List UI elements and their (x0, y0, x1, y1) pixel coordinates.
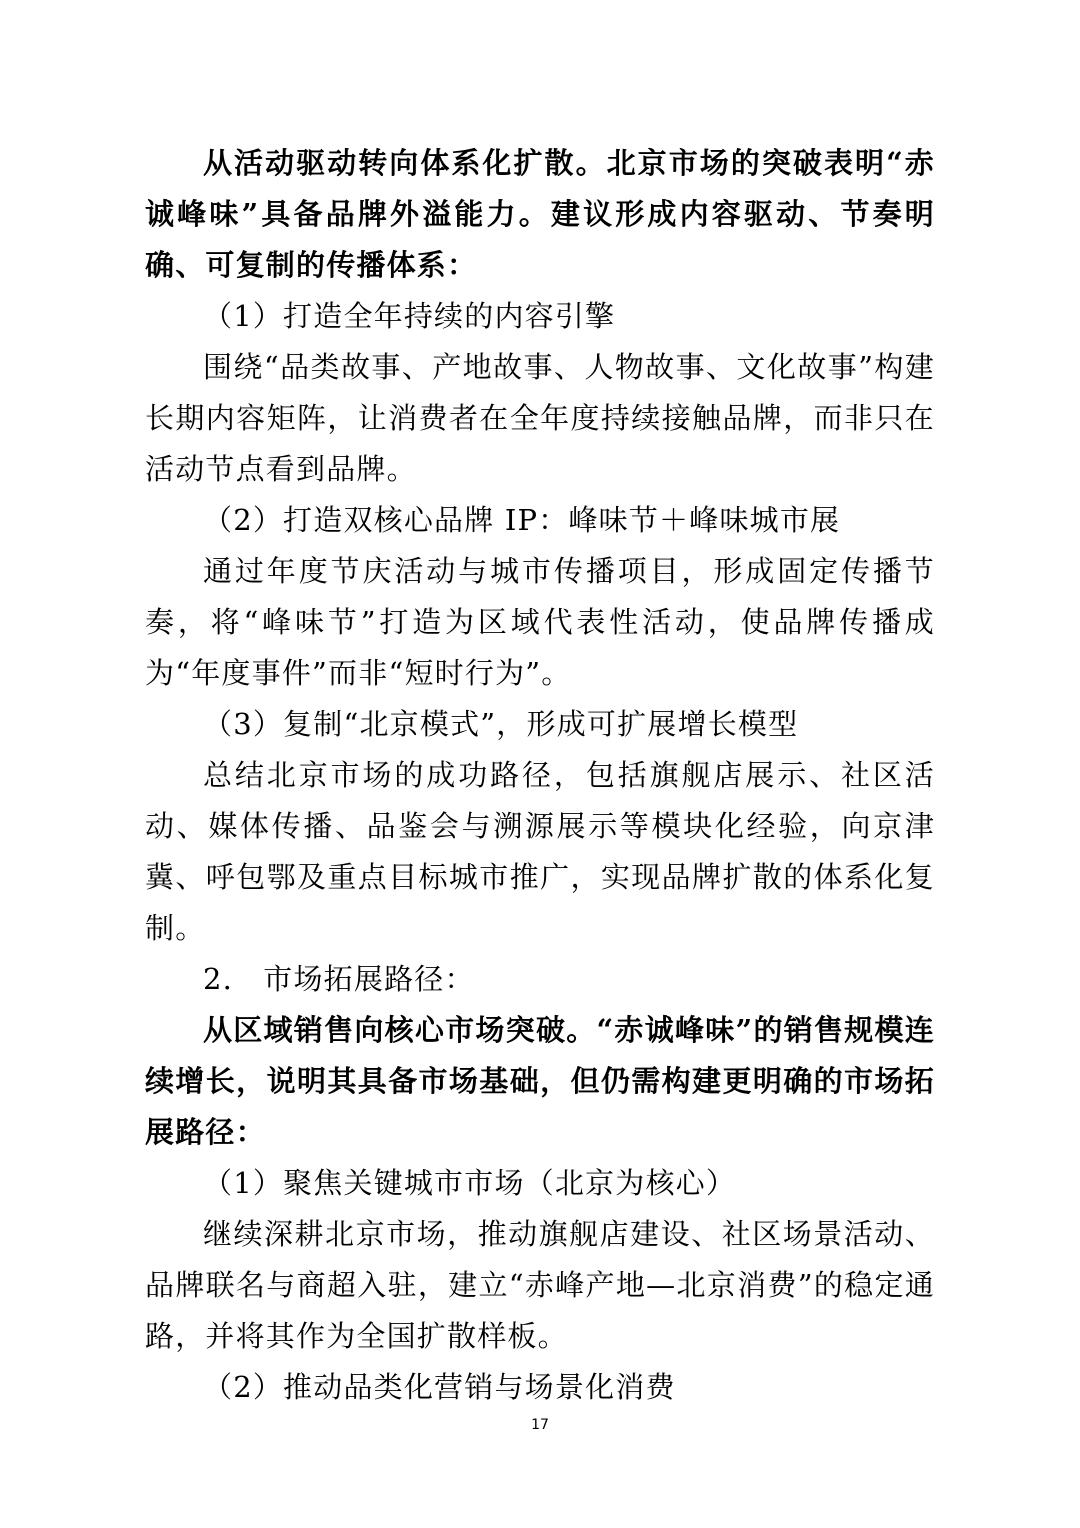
paragraph-festival: 通过年度节庆活动与城市传播项目，形成固定传播节奏，将“峰味节”打造为区域代表性活动，使品牌传播成为“年度事件”而非“短时行为”。 (145, 554, 935, 690)
paragraph-beijing-path: 总结北京市场的成功路径，包括旗舰店展示、社区活动、媒体传播、品鉴会与溯源展示等模块化经验，向京津冀、呼包鄂及重点目标城市推广，实现品牌扩散的体系化复制。 (145, 758, 935, 945)
subheading-content-engine: （1）打造全年持续的内容引擎 (203, 299, 616, 333)
subheading-category-marketing: （2）推动品类化营销与场景化消费 (203, 1370, 676, 1404)
paragraph-content-matrix: 围绕“品类故事、产地故事、人物故事、文化故事”构建长期内容矩阵，让消费者在全年度持续接触品牌，而非只在活动节点看到品牌。 (145, 350, 935, 486)
body-text (145, 138, 935, 1413)
paragraph-market-intro: 从区域销售向核心市场突破。“赤诚峰味”的销售规模连续增长，说明其具备市场基础，但仍需构建更明确的市场拓展路径： (145, 1013, 935, 1149)
subheading-beijing-model: （3）复制“北京模式”，形成可扩展增长模型 (203, 707, 799, 741)
subheading-dual-ip: （2）打造双核心品牌 IP：峰味节＋峰味城市展 (203, 503, 841, 537)
section-heading-market-expansion: 2. 市场拓展路径： (203, 962, 475, 996)
subheading-key-cities: （1）聚焦关键城市市场（北京为核心） (203, 1166, 737, 1200)
page-number: 17 (531, 1417, 549, 1433)
paragraph-propagation-intro: 从活动驱动转向体系化扩散。北京市场的突破表明“赤诚峰味”具备品牌外溢能力。建议形成内容驱动、节奏明确、可复制的传播体系： (145, 146, 935, 282)
paragraph-beijing-market: 继续深耕北京市场，推动旗舰店建设、社区场景活动、品牌联名与商超入驻，建立“赤峰产地—北京消费”的稳定通路，并将其作为全国扩散样板。 (145, 1217, 935, 1353)
